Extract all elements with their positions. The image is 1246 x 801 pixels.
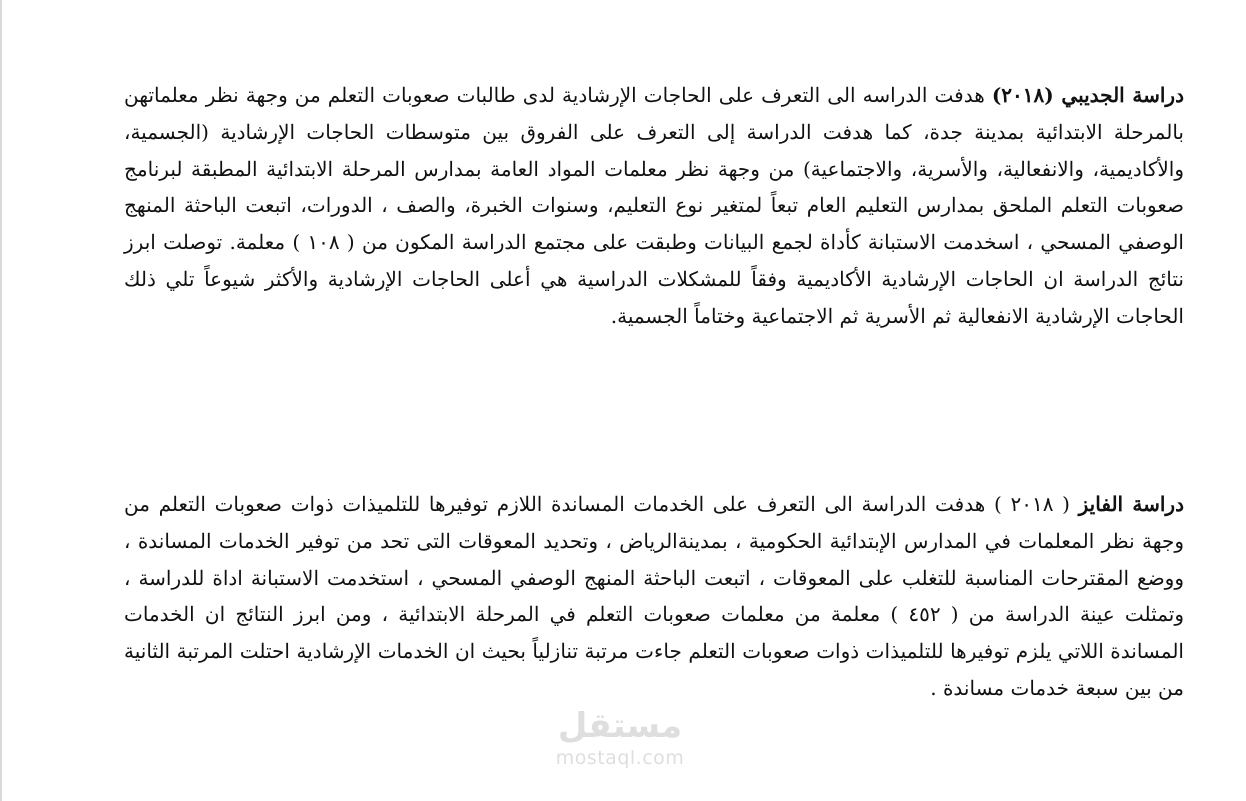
paragraph-jadibi-study <box>124 77 1184 335</box>
paragraph-body-jadibi: هدفت الدراسه الى التعرف على الحاجات الإرشادية لدى طالبات صعوبات التعلم من وجهة نظر معلماتهن بالمرحلة الابتدائية بمدينة جدة، كما هدفت الدراسة إلى التعرف على الفروق بين متوسطات الحاجات الإرشادية (الجسمية، والأكاديمية، والانفعالية، والأسرية، والاجتماعية) من وجهة نظر معلمات المواد العامة بمدارس المرحلة الابتدائية المطبقة لبرنامج صعوبات التعلم الملحق بمدارس التعليم العام تبعاً لمتغير نوع التعليم، وسنوات الخبرة، والصف ، الدورات، اتبعت الباحثة المنهج الوصفي المسحي ، اسخدمت الاستبانة كأداة لجمع البيانات وطبقت على مجتمع الدراسة المكون من ( ١٠٨ ) معلمة. توصلت ابرز نتائج الدراسة ان الحاجات الإرشادية الأكاديمية وفقاً للمشكلات الدراسية هي أعلى الحاجات الإرشادية والأكثر شيوعاً تلي ذلك الحاجات الإرشادية الانفعالية ثم الأسرية ثم الاجتماعية وختاماً الجسمية. <box>124 83 1184 328</box>
paragraph-lead-jadibi: دراسة الجديبي (٢٠١٨) <box>991 83 1184 107</box>
page-edge-line <box>0 0 2 801</box>
mostaql-watermark <box>520 706 720 786</box>
watermark-url: mostaql.com <box>555 747 685 769</box>
watermark-logo: مستقل <box>557 706 683 746</box>
paragraph-fayez-study <box>124 486 1184 707</box>
paragraph-body-fayez: ( ٢٠١٨ ) هدفت الدراسة الى التعرف على الخدمات المساندة اللازم توفيرها للتلميذات ذوات صعوبات التعلم من وجهة نظر المعلمات في المدارس الإبتدائية الحكومية ، بمدينةالرياض ، وتحديد المعوقات التى تحد من توفير الخدمات المساندة ، ووضع المقترحات المناسبة للتغلب على المعوقات ، اتبعت الباحثة المنهج الوصفي المسحي ، استخدمت الاستبانة اداة للدراسة ، وتمثلت عينة الدراسة من ( ٤٥٢ ) معلمة من معلمات صعوبات التعلم في المرحلة الابتدائية ، ومن ابرز النتائج ان الخدمات المساندة اللاتي يلزم توفيرها للتلميذات ذوات صعوبات التعلم جاءت مرتبة تنازلياً بحيث ان الخدمات الإرشادية احتلت المرتبة الثانية من بين سبعة خدمات مساندة . <box>124 492 1184 700</box>
paragraph-lead-fayez: دراسة الفايز <box>1078 492 1184 516</box>
